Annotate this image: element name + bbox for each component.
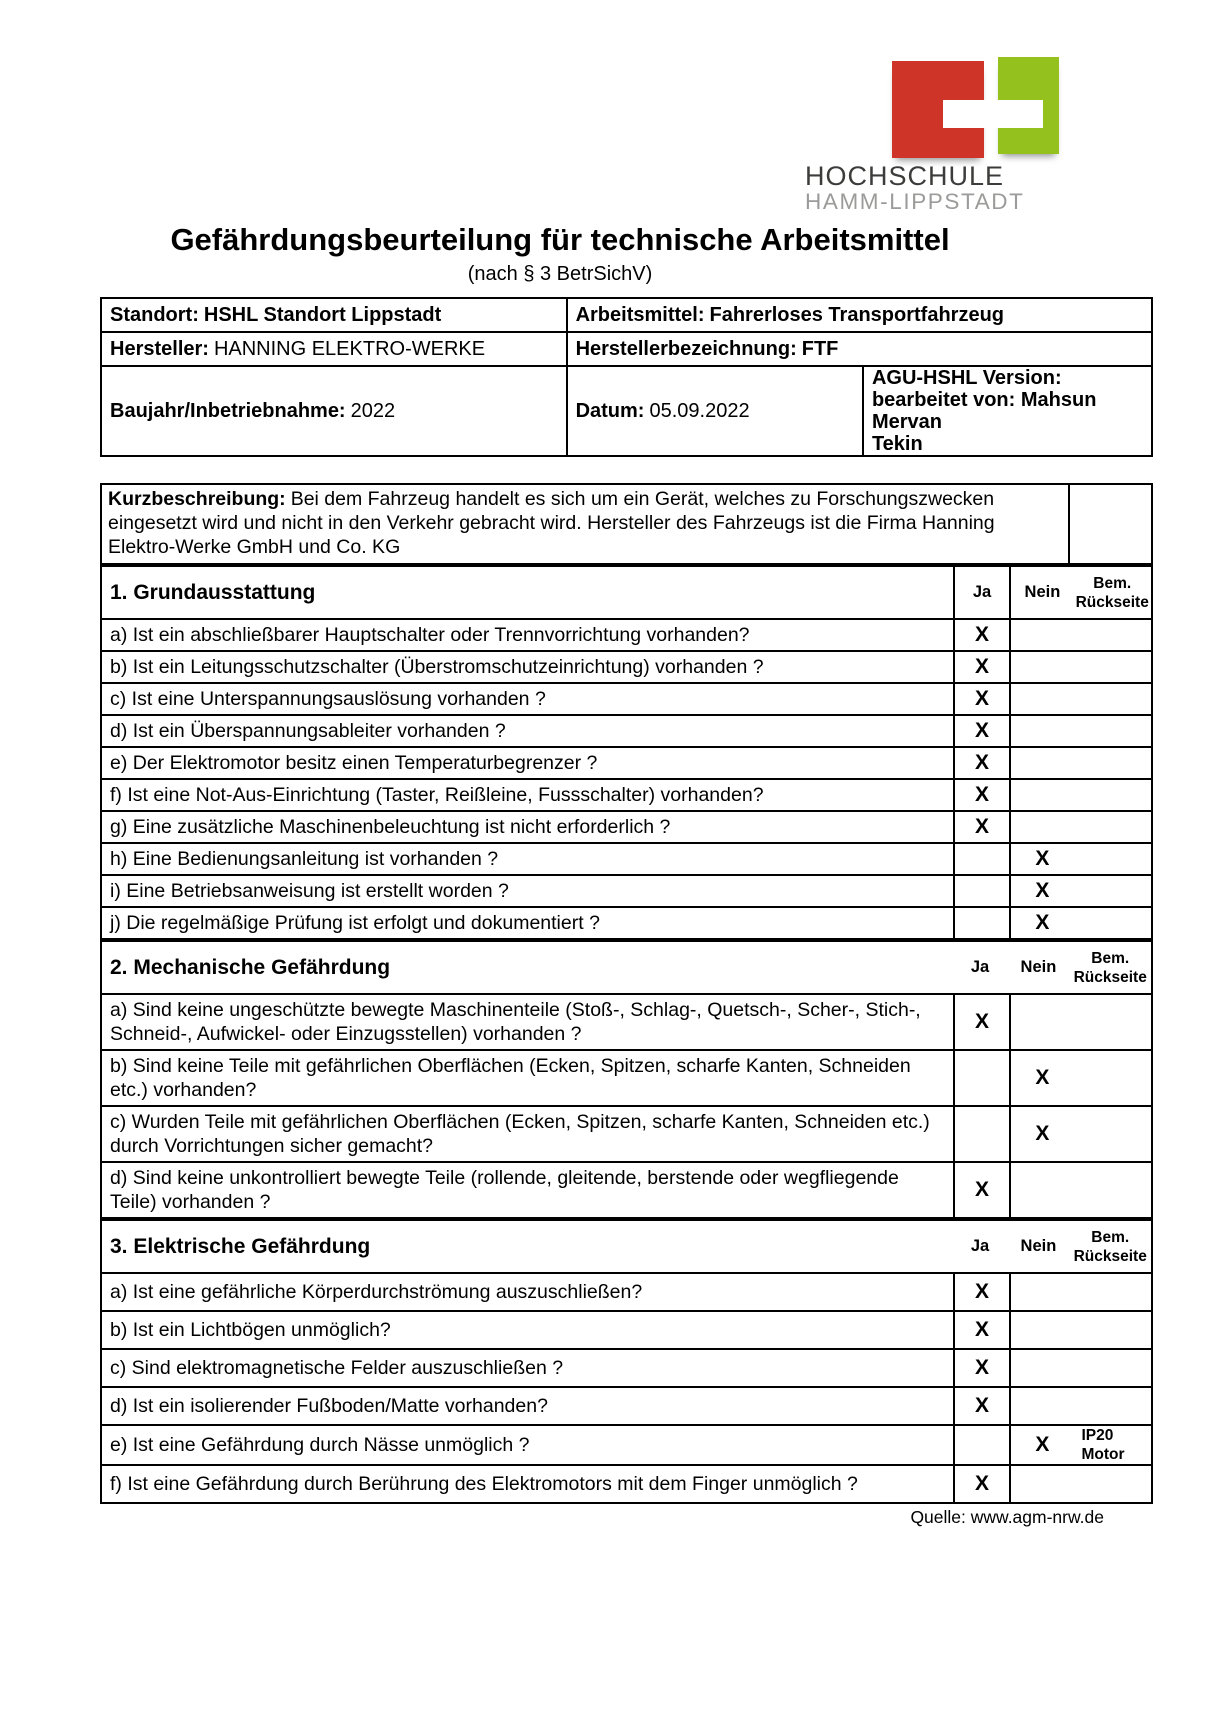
info-version-cell <box>863 366 1152 456</box>
ja-mark-cell <box>955 844 1012 874</box>
nein-bem-cell <box>1011 748 1151 778</box>
kurzbeschreibung-value: Bei dem Fahrzeug handelt es sich um ein Gerät, welches zu Forschungszwecken eingesetzt wird und nicht in den Verkehr gebracht wird. Hersteller des Fahrzeugs ist die Firma Hanning Elektro-Werke GmbH und Co. KG <box>108 488 995 558</box>
question-text: c) Ist eine Unterspannungsauslösung vorhanden ? <box>102 684 955 714</box>
ja-mark-cell: X <box>955 652 1012 682</box>
question-text: g) Eine zusätzliche Maschinenbeleuchtung ist nicht erforderlich ? <box>102 812 955 842</box>
info-herstellerbezeichnung-cell <box>567 332 1152 366</box>
nein-mark-cell <box>1011 1388 1073 1424</box>
question-text: c) Sind elektromagnetische Felder auszuschließen ? <box>102 1350 955 1386</box>
remark-cell <box>1073 780 1151 810</box>
kurzbeschreibung-text-cell <box>102 485 1070 563</box>
nein-bem-cell <box>1011 1274 1151 1310</box>
ja-mark-cell: X <box>955 684 1012 714</box>
remark-cell <box>1073 1466 1151 1502</box>
question-row <box>102 993 1151 1049</box>
question-row <box>102 746 1151 778</box>
info-table <box>100 297 1153 457</box>
hshl-logo <box>805 48 1073 213</box>
info-datum-cell <box>567 366 863 456</box>
section-header <box>102 1217 1151 1272</box>
assessment-table <box>100 565 1153 1504</box>
nein-bem-cell <box>1011 780 1151 810</box>
nein-mark-cell: X <box>1035 879 1050 902</box>
nein-mark-cell: X <box>1035 1066 1050 1089</box>
remark-cell <box>1073 995 1151 1049</box>
baujahr-label: Baujahr/Inbetriebnahme: <box>110 399 346 422</box>
nein-mark-cell <box>1011 780 1073 810</box>
nein-bem-cell <box>1011 652 1151 682</box>
standort-label: Standort: <box>110 303 199 326</box>
question-row <box>102 1386 1151 1424</box>
question-row <box>102 906 1151 938</box>
question-row <box>102 778 1151 810</box>
question-row <box>102 650 1151 682</box>
remark-cell <box>1073 876 1151 906</box>
logo-location: HAMM-LIPPSTADT <box>805 189 1025 214</box>
question-text: d) Ist ein isolierender Fußboden/Matte vorhanden? <box>102 1388 955 1424</box>
herstellerbezeichnung-value: FTF <box>801 337 839 360</box>
nein-bem-cell <box>1011 812 1151 842</box>
nein-mark-cell <box>1011 716 1073 746</box>
arbeitsmittel-value: Fahrerloses Transportfahrzeug <box>709 303 1005 326</box>
ja-mark-cell: X <box>955 620 1012 650</box>
nein-mark-cell: X <box>1035 1122 1050 1145</box>
ja-mark-cell: X <box>955 716 1012 746</box>
info-hersteller-cell <box>101 332 567 366</box>
remark-cell <box>1073 684 1151 714</box>
version-line: bearbeitet von: Mahsun Mervan <box>871 389 1097 433</box>
source-note: Quelle: www.agm-nrw.de <box>910 1507 1104 1527</box>
section-title: 1. Grundausstattung <box>102 567 955 618</box>
nein-mark-cell <box>1011 1312 1073 1348</box>
ja-mark-cell: X <box>955 1163 1012 1217</box>
bem-label-line: Bem. <box>1091 949 1130 967</box>
remark-cell <box>1073 1051 1151 1105</box>
nein-mark-cell: X <box>1035 1433 1050 1456</box>
section-header <box>102 567 1151 618</box>
baujahr-value: 2022 <box>350 399 396 422</box>
bem-label-line: Bem. <box>1093 574 1132 592</box>
nein-bem-cell <box>1011 1312 1151 1348</box>
ja-mark-cell: X <box>955 1466 1012 1502</box>
question-row <box>102 810 1151 842</box>
question-text: e) Ist eine Gefährdung durch Nässe unmöglich ? <box>102 1426 955 1464</box>
nein-bem-cell <box>1011 876 1151 906</box>
ja-mark-cell: X <box>955 812 1012 842</box>
info-standort-cell <box>101 298 567 332</box>
question-row <box>102 874 1151 906</box>
nein-bem-cell <box>1011 1426 1151 1464</box>
remark-cell <box>1073 1312 1151 1348</box>
ja-mark-cell <box>955 908 1012 938</box>
remark-cell <box>1073 844 1151 874</box>
bem-label-line: Rückseite <box>1073 1247 1147 1265</box>
bem-label-line: Rückseite <box>1073 968 1147 986</box>
question-row <box>102 1272 1151 1310</box>
question-text: f) Ist eine Not-Aus-Einrichtung (Taster, Reißleine, Fussschalter) vorhanden? <box>102 780 955 810</box>
nein-mark-cell <box>1011 1350 1073 1386</box>
column-header-nein: Nein <box>1020 1237 1057 1255</box>
question-row <box>102 1049 1151 1105</box>
column-header-bem <box>1073 567 1151 618</box>
question-text: e) Der Elektromotor besitz einen Temperaturbegrenzer ? <box>102 748 955 778</box>
ja-mark-cell <box>955 1051 1012 1105</box>
ja-mark-cell <box>955 1107 1012 1161</box>
hersteller-label: Hersteller: <box>110 337 209 360</box>
nein-mark-cell <box>1011 812 1073 842</box>
remark-cell <box>1073 1388 1151 1424</box>
nein-bem-cell <box>1011 1163 1151 1217</box>
remark-cell <box>1073 748 1151 778</box>
remark-cell: IP20 Motor <box>1081 1427 1125 1463</box>
nein-bem-cell <box>1011 908 1151 938</box>
nein-mark-cell <box>1011 1274 1073 1310</box>
arbeitsmittel-label: Arbeitsmittel: <box>575 303 705 326</box>
section-title: 3. Elektrische Gefährdung <box>110 1234 371 1258</box>
question-row <box>102 1161 1151 1217</box>
info-baujahr-cell <box>101 366 567 456</box>
remark-cell <box>1073 812 1151 842</box>
question-row <box>102 1310 1151 1348</box>
nein-mark-cell <box>1011 684 1073 714</box>
ja-mark-cell: X <box>955 1388 1012 1424</box>
section-header <box>102 938 1151 993</box>
question-row <box>102 618 1151 650</box>
kurzbeschreibung-empty-cell <box>1070 485 1151 563</box>
column-header-ja: Ja <box>970 1237 990 1255</box>
question-row <box>102 682 1151 714</box>
logo-cross-icon <box>943 100 1043 128</box>
nein-mark-cell: X <box>1035 847 1050 870</box>
remark-cell <box>1073 1163 1151 1217</box>
nein-bem-cell <box>1011 1051 1151 1105</box>
kurzbeschreibung-label: Kurzbeschreibung: <box>108 488 286 510</box>
remark-cell <box>1073 716 1151 746</box>
nein-bem-cell <box>1011 844 1151 874</box>
remark-cell <box>1073 652 1151 682</box>
herstellerbezeichnung-label: Herstellerbezeichnung: <box>575 337 797 360</box>
version-line: Tekin <box>871 433 923 455</box>
question-row <box>102 714 1151 746</box>
nein-mark-cell <box>1011 620 1073 650</box>
question-text: b) Ist ein Lichtbögen unmöglich? <box>102 1312 955 1348</box>
question-text: c) Wurden Teile mit gefährlichen Oberflächen (Ecken, Spitzen, scharfe Kanten, Schneiden etc.) durch Vorrichtungen sicher gemacht? <box>102 1107 955 1161</box>
ja-mark-cell <box>955 876 1012 906</box>
bem-label-line: Rückseite <box>1075 593 1149 611</box>
question-text: a) Ist ein abschließbarer Hauptschalter oder Trennvorrichtung vorhanden? <box>102 620 955 650</box>
remark-cell <box>1073 1274 1151 1310</box>
nein-bem-cell <box>1011 1107 1151 1161</box>
question-text: d) Sind keine unkontrolliert bewegte Teile (rollende, gleitende, berstende oder wegfliegende Teile) vorhanden ? <box>102 1163 955 1217</box>
column-header-group <box>1007 1221 1151 1272</box>
remark-cell <box>1073 1350 1151 1386</box>
question-row <box>102 1348 1151 1386</box>
ja-mark-cell: X <box>955 1274 1012 1310</box>
nein-bem-cell <box>1011 684 1151 714</box>
question-row <box>102 1105 1151 1161</box>
nein-bem-cell <box>1011 620 1151 650</box>
question-row <box>102 1464 1151 1502</box>
nein-mark-cell <box>1011 748 1073 778</box>
question-text: d) Ist ein Überspannungsableiter vorhanden ? <box>102 716 955 746</box>
question-text: j) Die regelmäßige Prüfung ist erfolgt und dokumentiert ? <box>102 908 955 938</box>
remark-cell <box>1073 620 1151 650</box>
section-title: 2. Mechanische Gefährdung <box>110 955 391 979</box>
remark-cell <box>1073 908 1151 938</box>
page-title: Gefährdungsbeurteilung für technische Arbeitsmittel <box>170 222 950 257</box>
column-header-group <box>1007 942 1151 993</box>
ja-mark-cell: X <box>955 995 1012 1049</box>
nein-mark-cell: X <box>1035 911 1050 934</box>
nein-mark-cell <box>1011 995 1073 1049</box>
nein-mark-cell <box>1011 1163 1073 1217</box>
ja-mark-cell: X <box>955 1312 1012 1348</box>
column-header-nein: Nein <box>1024 583 1061 601</box>
column-header-nein: Nein <box>1020 958 1057 976</box>
remark-cell <box>1073 1107 1151 1161</box>
question-text: h) Eine Bedienungsanleitung ist vorhanden ? <box>102 844 955 874</box>
nein-bem-cell <box>1011 1466 1151 1502</box>
column-header-bem <box>1069 942 1151 993</box>
question-text: b) Ist ein Leitungsschutzschalter (Überstromschutzeinrichtung) vorhanden ? <box>102 652 955 682</box>
version-line: AGU-HSHL Version: <box>871 367 1062 389</box>
question-text: f) Ist eine Gefährdung durch Berührung des Elektromotors mit dem Finger unmöglich ? <box>102 1466 955 1502</box>
hersteller-value: HANNING ELEKTRO-WERKE <box>213 337 486 360</box>
column-header-ja: Ja <box>970 958 990 976</box>
kurzbeschreibung-box <box>100 483 1153 565</box>
nein-mark-cell <box>1011 652 1073 682</box>
column-header-ja: Ja <box>955 567 1012 618</box>
logo-institution: HOCHSCHULE <box>805 161 1005 191</box>
question-text: a) Sind keine ungeschützte bewegte Maschinenteile (Stoß-, Schlag-, Quetsch-, Scher-, Stich-, Schneid-, Aufwickel- oder Einzugsstellen) vorhanden ? <box>102 995 955 1049</box>
ja-mark-cell: X <box>955 780 1012 810</box>
hshl-logo-icon <box>805 48 1073 160</box>
nein-bem-cell <box>1011 1388 1151 1424</box>
question-text: a) Ist eine gefährliche Körperdurchströmung auszuschließen? <box>102 1274 955 1310</box>
nein-mark-cell <box>1011 1466 1073 1502</box>
column-header-bem <box>1069 1221 1151 1272</box>
info-arbeitsmittel-cell <box>567 298 1152 332</box>
page-subtitle: (nach § 3 BetrSichV) <box>467 263 653 285</box>
datum-value: 05.09.2022 <box>649 399 750 422</box>
ja-mark-cell: X <box>955 748 1012 778</box>
column-header-group <box>1011 567 1151 618</box>
ja-mark-cell: X <box>955 1350 1012 1386</box>
datum-label: Datum: <box>575 399 645 422</box>
question-row <box>102 842 1151 874</box>
standort-value: HSHL Standort Lippstadt <box>203 303 442 326</box>
question-row <box>102 1424 1151 1464</box>
ja-mark-cell <box>955 1426 1012 1464</box>
bem-label-line: Bem. <box>1091 1228 1130 1246</box>
nein-bem-cell <box>1011 716 1151 746</box>
nein-bem-cell <box>1011 995 1151 1049</box>
question-text: b) Sind keine Teile mit gefährlichen Oberflächen (Ecken, Spitzen, scharfe Kanten, Schneiden etc.) vorhanden? <box>102 1051 955 1105</box>
question-text: i) Eine Betriebsanweisung ist erstellt worden ? <box>102 876 955 906</box>
nein-bem-cell <box>1011 1350 1151 1386</box>
